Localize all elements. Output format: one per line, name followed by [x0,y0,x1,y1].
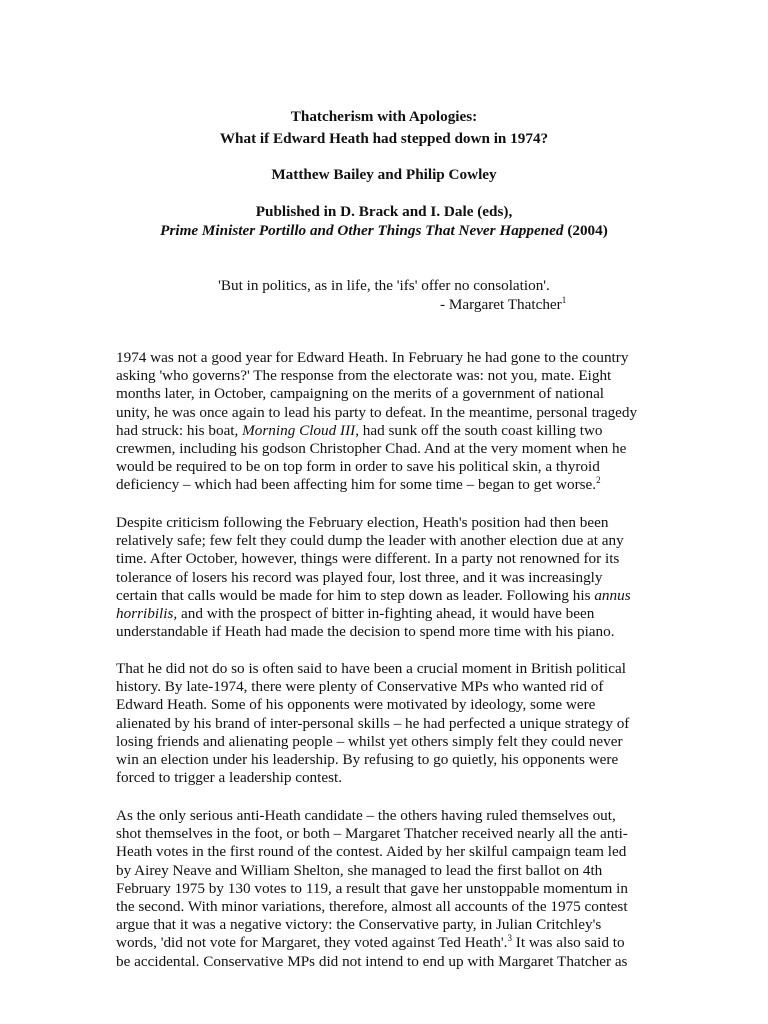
text-line: win an election under his leadership. By refusing to go quietly, his opponents were [116,751,619,769]
text-line: would be required to be on top form in order to save his political skin, a thyroid [116,458,600,476]
italic-text: Morning Cloud III [242,421,356,439]
text-line: As the only serious anti-Heath candidate – the others having ruled themselves out, [116,807,616,824]
published-line-2 [0,222,768,240]
attribution-text: - Margaret Thatcher [440,296,562,313]
text-line: 1974 was not a good year for Edward Heath. In February he had gone to the country [116,349,629,366]
text-line: Edward Heath. Some of his opponents were motivated by ideology, some were [116,696,596,714]
text-line: argue that it was a negative victory: the Conservative party, in Julian Critchley's [116,916,602,934]
text-segment: and with the prospect of bitter in-fighting ahead, it would have been [177,605,595,623]
text-line [116,605,658,623]
footnote-marker: 2 [596,475,601,486]
text-line: asking 'who governs?' The response from the electorate was: not you, mate. Eight [116,367,612,385]
text-line [116,934,658,952]
text-line: unity, he was once again to lead his party to defeat. In the meantime, personal tragedy [116,403,638,421]
italic-text: annus [594,586,631,604]
text-line: by Airey Neave and William Shelton, she managed to lead the first ballot on 4th [116,861,603,879]
book-title: Prime Minister Portillo and Other Things That Never Happened [160,222,564,239]
text-line: history. By late-1974, there were plenty of Conservative MPs who wanted rid of [116,678,604,696]
publication-year: (2004) [563,222,608,239]
title-line-1: Thatcherism with Apologies: [290,108,478,125]
text-segment: certain that calls would be made for him to step down as leader. Following his [116,586,595,604]
text-line: Heath votes in the first round of the contest. Aided by her skilful campaign team led [116,843,627,861]
text-line: understandable if Heath had made the decision to spend more time with his piano. [116,623,615,641]
authors: Matthew Bailey and Philip Cowley [271,166,497,183]
text-line: crewmen, including his godson Christopher Chad. And at the very moment when he [116,440,627,458]
text-line: alienated by his brand of inter-personal skills – he had perfected a unique strategy of [116,714,630,732]
epigraph-quote: 'But in politics, as in life, the 'ifs' offer no consolation'. [218,277,550,294]
text-segment: had struck: his boat, [116,421,243,439]
text-line [116,476,658,494]
text-line: relatively safe; few felt they could dump the leader with another election due at any [116,532,624,550]
paragraph-4 [116,807,658,971]
text-line: be accidental. Conservative MPs did not intend to end up with Margaret Thatcher as [116,952,628,970]
text-line: tolerance of losers his record was played four, lost three, and it was increasingly [116,568,603,586]
footnote-marker: 3 [507,933,512,944]
text-line: forced to trigger a leadership contest. [116,769,343,787]
text-segment: words, 'did not vote for Margaret, they voted against Ted Heath'. [116,934,508,952]
text-line: February 1975 by 130 votes to 119, a result that gave her unstoppable momentum in [116,879,628,897]
text-line: That he did not do so is often said to have been a crucial moment in British political [116,660,626,677]
epigraph-attribution [440,296,566,314]
text-line: shot themselves in the foot, or both – Margaret Thatcher received nearly all the anti- [116,825,628,843]
title-line-2: What if Edward Heath had stepped down in 1974? [219,130,549,147]
text-line [116,422,658,440]
paragraph-1 [116,349,658,495]
text-line: time. After October, however, things were different. In a party not renowned for its [116,550,620,568]
text-segment: deficiency – which had been affecting him for some time – began to get worse. [116,476,597,494]
text-segment: It was also said to [511,934,625,952]
text-line [116,587,658,605]
text-line: months later, in October, campaigning on the merits of a government of national [116,385,605,403]
text-segment: , had sunk off the south coast killing two [355,421,603,439]
footnote-marker: 1 [561,294,567,305]
text-line: losing friends and alienating people – whilst yet others simply felt they could never [116,732,623,750]
published-line-1: Published in D. Brack and I. Dale (eds), [255,203,513,220]
text-line: the second. With minor variations, therefore, almost all accounts of the 1975 contest [116,898,628,916]
paragraph-3 [116,660,658,787]
paragraph-2 [116,514,658,641]
text-line: Despite criticism following the February election, Heath's position had then been [116,514,609,531]
italic-text: horribilis, [116,605,178,623]
